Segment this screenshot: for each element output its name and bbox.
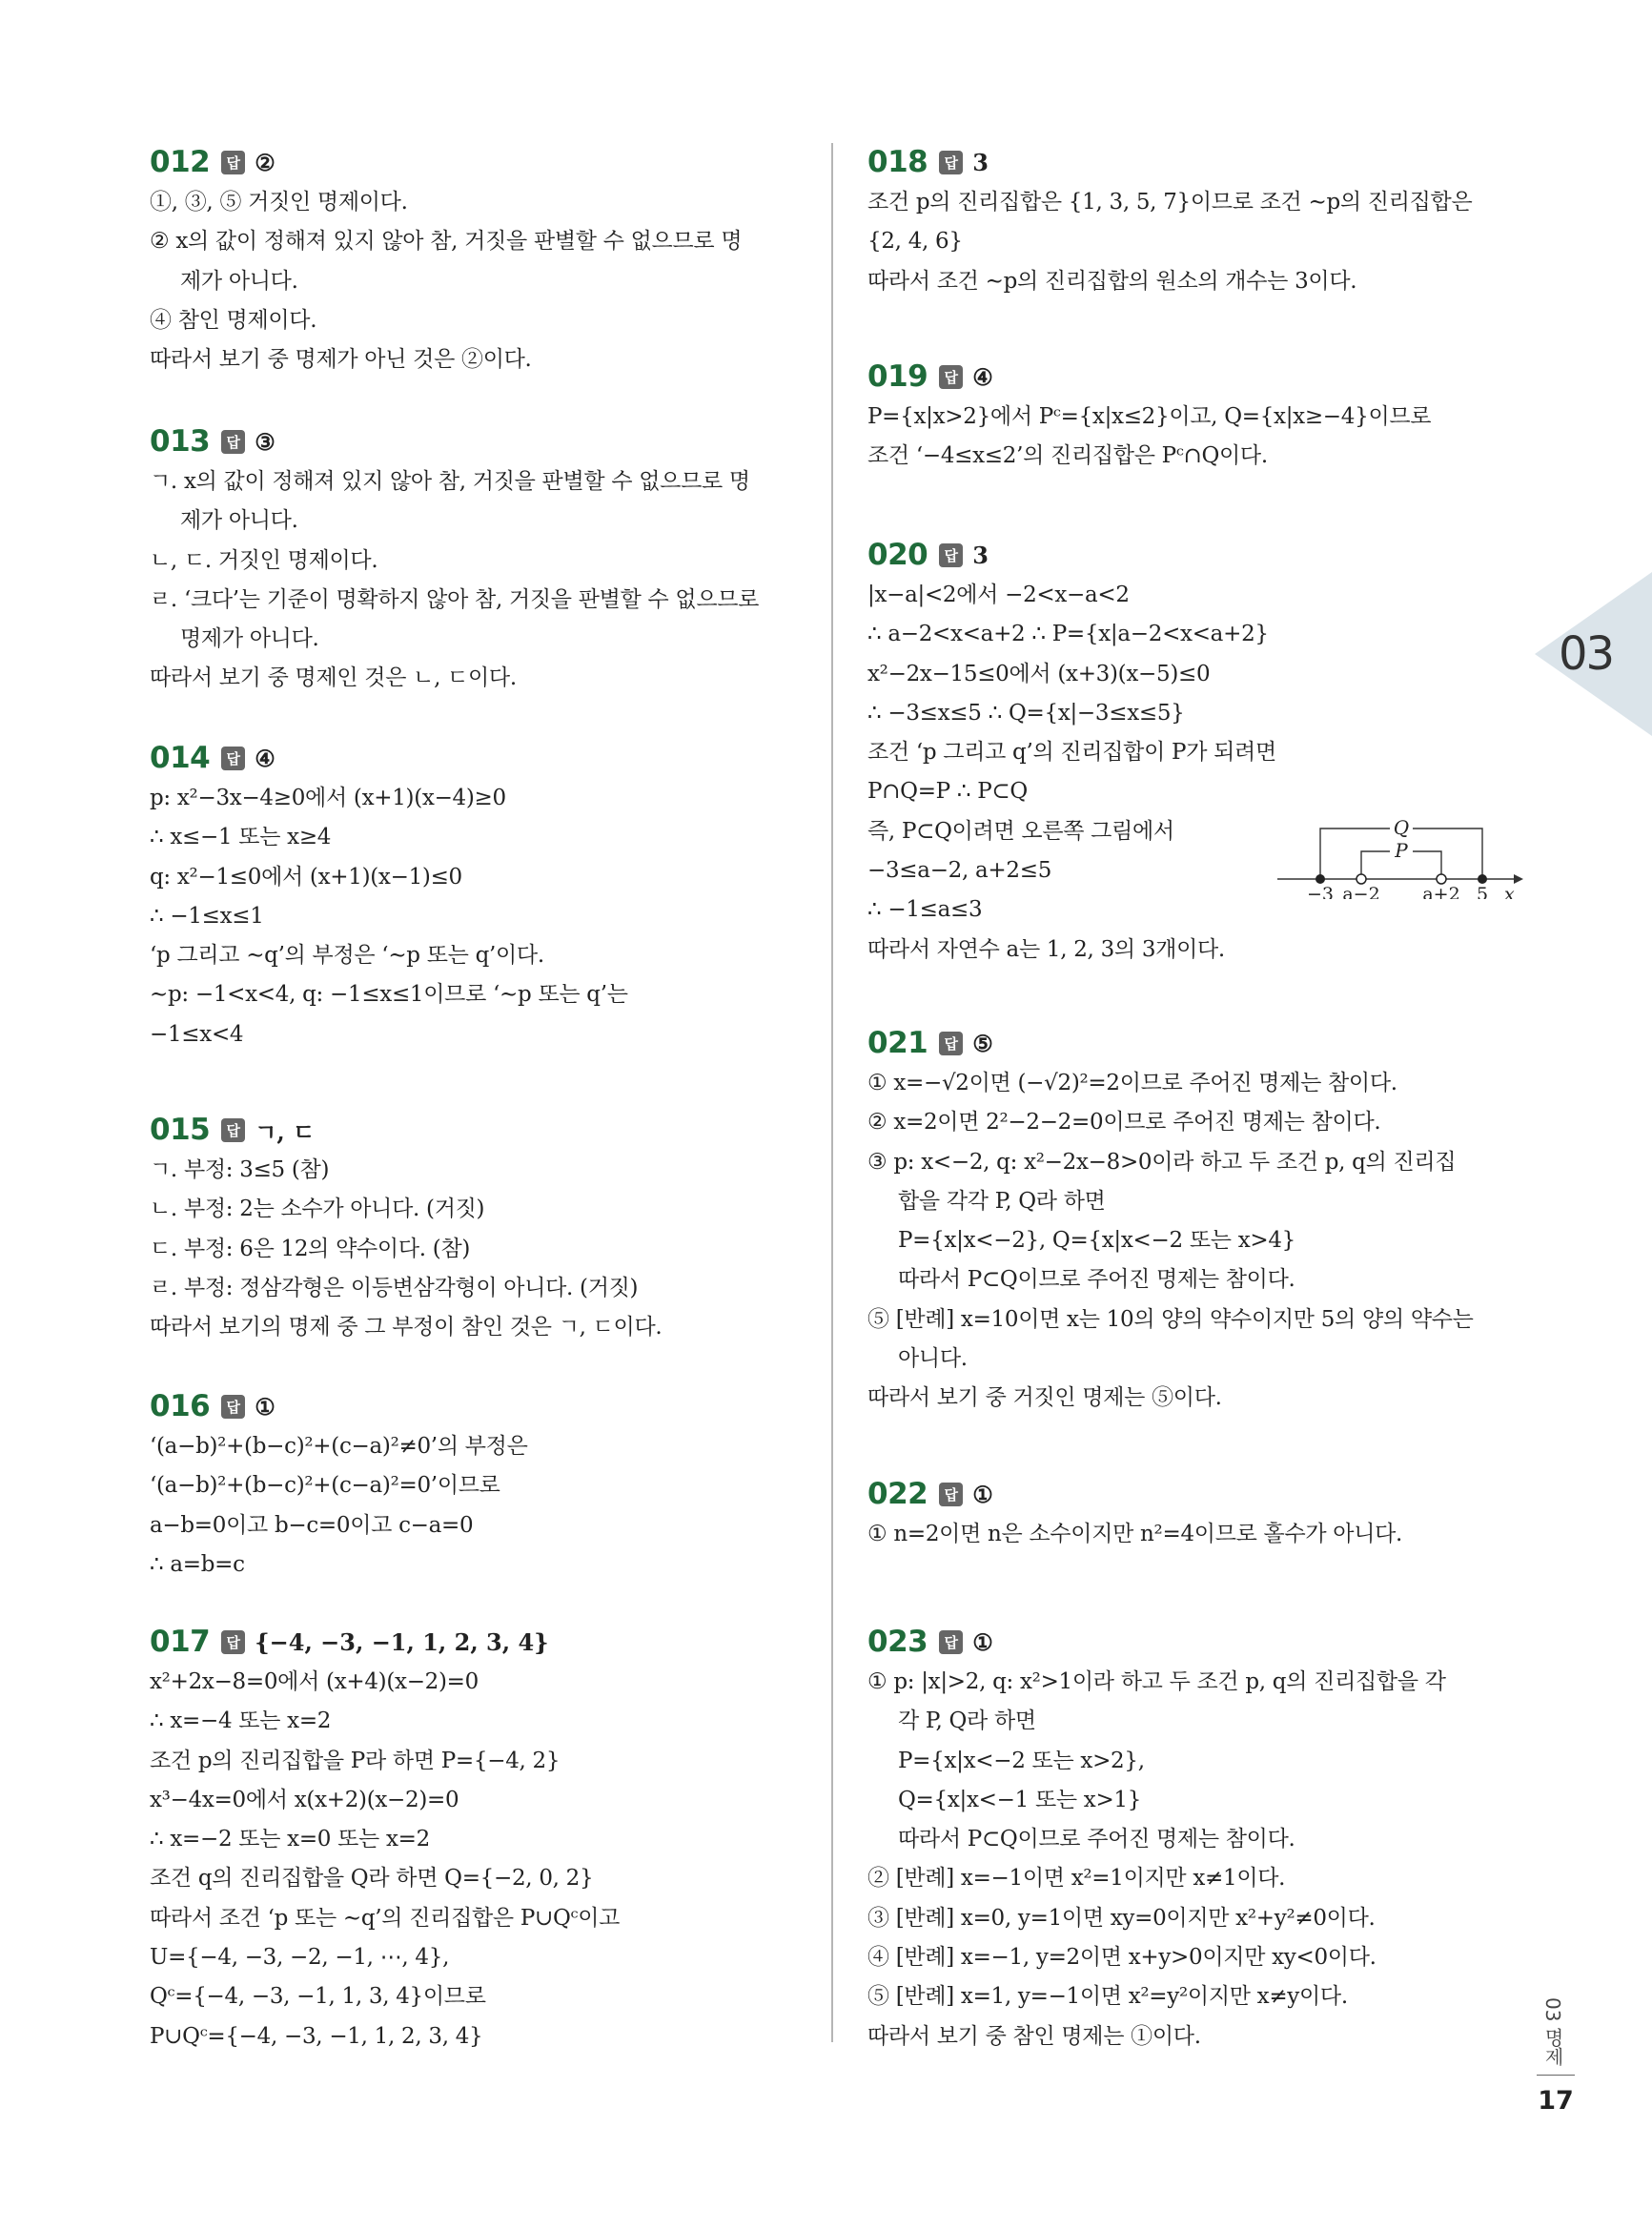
solution-line: ㄱ. 부정: 3≤5 (참) <box>150 1157 330 1182</box>
problem-number: 023 <box>867 1625 928 1659</box>
problem-number: 016 <box>150 1389 211 1423</box>
solution-line: ∼p: −1<x<4, q: −1≤x≤1이므로 ‘∼p 또는 q’는 <box>150 982 628 1008</box>
answer-tag: 답 <box>221 1630 245 1654</box>
solution-line: ③ [반례] x=0, y=1이면 xy=0이지만 x²+y²≠0이다. <box>867 1905 1376 1931</box>
solution-header <box>867 356 1525 398</box>
solution-line: ㄹ. ‘크다’는 기준이 명확하지 않아 참, 거짓을 판별할 수 없으므로 <box>150 586 760 612</box>
answer-value: ① <box>972 1627 993 1656</box>
solution-line: P={x|x>2}에서 Pᶜ={x|x≤2}이고, Q={x|x≥−4}이므로 <box>867 404 1432 429</box>
solution-header <box>150 420 817 462</box>
solution-header <box>867 1022 1525 1064</box>
problem-number: 017 <box>150 1625 211 1659</box>
solution-line: 즉, P⊂Q이려면 오른쪽 그림에서 <box>867 818 1174 844</box>
answer-value: ㄱ, ㄷ <box>255 1117 316 1146</box>
solution-line: a−b=0이고 b−c=0이고 c−a=0 <box>150 1512 474 1538</box>
solution-line: 따라서 보기의 명제 중 그 부정이 참인 것은 ㄱ, ㄷ이다. <box>150 1315 663 1340</box>
solution-line: x²+2x−8=0에서 (x+4)(x−2)=0 <box>150 1669 479 1694</box>
diagram-axis-label: x <box>1504 884 1515 899</box>
solution-line: P∪Qᶜ={−4, −3, −1, 1, 2, 3, 4} <box>150 2023 483 2049</box>
solution-header <box>150 1621 817 1663</box>
solution-line: ⑤ [반례] x=10이면 x는 10의 양의 약수이지만 5의 양의 약수는 <box>867 1306 1474 1332</box>
answer-value: ① <box>255 1392 275 1421</box>
solution-line: 따라서 P⊂Q이므로 주어진 명제는 참이다. <box>898 1267 1295 1293</box>
solution-header <box>867 1473 1525 1515</box>
answer-tag: 답 <box>221 151 245 174</box>
solution-015 <box>150 1109 817 1347</box>
solution-line: ‘p 그리고 ∼q’의 부정은 ‘∼p 또는 q’이다. <box>150 943 544 969</box>
solution-header <box>150 1109 817 1151</box>
solution-line: U={−4, −3, −2, −1, ⋯, 4}, <box>150 1945 450 1971</box>
solution-line: ∴ a=b=c <box>150 1551 245 1577</box>
solution-line: P∩Q=P ∴ P⊂Q <box>867 779 1028 805</box>
solution-line: ② x의 값이 정해져 있지 않아 참, 거짓을 판별할 수 없으므로 명 <box>150 229 743 255</box>
solution-line: ㄱ. x의 값이 정해져 있지 않아 참, 거짓을 판별할 수 없으므로 명 <box>150 469 750 494</box>
answer-value: {−4, −3, −1, 1, 2, 3, 4} <box>255 1627 549 1656</box>
answer-tag: 답 <box>939 365 963 389</box>
solution-013 <box>150 420 817 699</box>
solution-line: 따라서 P⊂Q이므로 주어진 명제는 참이다. <box>898 1827 1295 1852</box>
answer-value: ④ <box>972 362 993 391</box>
solution-line: ⑤ [반례] x=1, y=−1이면 x²=y²이지만 x≠y이다. <box>867 1984 1348 2010</box>
page-number: 17 <box>1538 2086 1574 2116</box>
solution-line: ∴ −3≤x≤5 ∴ Q={x|−3≤x≤5} <box>867 700 1185 726</box>
solution-line: 조건 q의 진리집합을 Q라 하면 Q={−2, 0, 2} <box>150 1866 594 1892</box>
solution-header <box>867 1621 1525 1663</box>
solution-line: 따라서 보기 중 명제가 아닌 것은 ②이다. <box>150 347 532 373</box>
answer-tag: 답 <box>939 543 963 567</box>
solution-line: ‘(a−b)²+(b−c)²+(c−a)²=0’이므로 <box>150 1473 500 1499</box>
solution-line: P={x|x<−2}, Q={x|x<−2 또는 x>4} <box>898 1228 1295 1254</box>
solution-line: 합을 각각 P, Q라 하면 <box>898 1188 1106 1214</box>
answer-value: ⑤ <box>972 1029 993 1057</box>
solution-line: ① n=2이면 n은 소수이지만 n²=4이므로 홀수가 아니다. <box>867 1522 1403 1546</box>
solution-line: q: x²−1≤0에서 (x+1)(x−1)≤0 <box>150 864 462 890</box>
side-chapter-label: 03 명제 <box>1541 1997 1564 2066</box>
solution-line: ①, ③, ⑤ 거짓인 명제이다. <box>150 190 408 215</box>
solution-line: ㄴ. 부정: 2는 소수가 아니다. (거짓) <box>150 1197 485 1222</box>
problem-number: 019 <box>867 359 928 394</box>
solution-line: ∴ x=−4 또는 x=2 <box>150 1708 332 1734</box>
answer-value: 3 <box>972 541 989 569</box>
solution-line: ∴ a−2<x<a+2 ∴ P={x|a−2<x<a+2} <box>867 622 1269 647</box>
solution-line: ④ 참인 명제이다. <box>150 307 317 333</box>
solution-line: 아니다. <box>898 1346 968 1372</box>
diagram-tick-2: a+2 <box>1422 884 1460 899</box>
solution-018 <box>867 141 1525 301</box>
solution-line: ③ p: x<−2, q: x²−2x−8>0이라 하고 두 조건 p, q의 진리집 <box>867 1149 1457 1175</box>
answer-value: ① <box>972 1480 993 1508</box>
chapter-tab <box>1535 572 1652 736</box>
column-divider <box>831 143 833 2042</box>
answer-tag: 답 <box>221 1118 245 1142</box>
solution-line: Qᶜ={−4, −3, −1, 1, 3, 4}이므로 <box>150 1984 486 2010</box>
solution-line: ㄷ. 부정: 6은 12의 약수이다. (참) <box>150 1236 471 1261</box>
answer-tag: 답 <box>221 747 245 770</box>
solution-line: P={x|x<−2 또는 x>2}, <box>898 1748 1145 1773</box>
answer-value: 3 <box>972 148 989 176</box>
solution-016 <box>150 1385 817 1585</box>
problem-number: 021 <box>867 1026 928 1060</box>
answer-tag: 답 <box>221 1395 245 1419</box>
solution-line: 조건 ‘−4≤x≤2’의 진리집합은 Pᶜ∩Q이다. <box>867 443 1268 469</box>
answer-value: ④ <box>255 744 275 772</box>
solution-line: 각 P, Q라 하면 <box>898 1708 1036 1734</box>
solution-line: ∴ −1≤x≤1 <box>150 903 264 929</box>
problem-number: 015 <box>150 1113 211 1147</box>
solution-022 <box>867 1473 1525 1554</box>
solution-line: x³−4x=0에서 x(x+2)(x−2)=0 <box>150 1787 459 1812</box>
solution-line: ② [반례] x=−1이면 x²=1이지만 x≠1이다. <box>867 1866 1286 1892</box>
solution-line: ② x=2이면 2²−2−2=0이므로 주어진 명제는 참이다. <box>867 1110 1381 1135</box>
problem-number: 020 <box>867 538 928 572</box>
answer-tag: 답 <box>939 1483 963 1506</box>
answer-tag: 답 <box>939 1630 963 1654</box>
solution-012 <box>150 141 817 379</box>
solution-line: −3≤a−2, a+2≤5 <box>867 858 1052 884</box>
side-rule <box>1537 2075 1575 2076</box>
solution-line: ㄴ, ㄷ. 거짓인 명제이다. <box>150 547 378 573</box>
solution-line: ① p: |x|>2, q: x²>1이라 하고 두 조건 p, q의 진리집합을 각 <box>867 1669 1446 1694</box>
solution-line: x²−2x−15≤0에서 (x+3)(x−5)≤0 <box>867 661 1211 686</box>
diagram-tick-0: −3 <box>1306 884 1335 899</box>
solution-line: |x−a|<2에서 −2<x−a<2 <box>867 583 1130 607</box>
solution-line: ‘(a−b)²+(b−c)²+(c−a)²≠0’의 부정은 <box>150 1434 528 1459</box>
solution-017 <box>150 1621 817 2056</box>
diagram-label-q: Q <box>1393 816 1410 839</box>
solution-line: 조건 p의 진리집합을 P라 하면 P={−4, 2} <box>150 1748 561 1773</box>
solution-line: p: x²−3x−4≥0에서 (x+1)(x−4)≥0 <box>150 786 506 810</box>
solution-line: {2, 4, 6} <box>867 229 963 255</box>
answer-tag: 답 <box>939 151 963 174</box>
problem-number: 013 <box>150 424 211 459</box>
answer-value: ③ <box>255 427 275 456</box>
answer-tag: 답 <box>221 430 245 454</box>
solution-line: Q={x|x<−1 또는 x>1} <box>898 1787 1142 1812</box>
solution-line: 제가 아니다. <box>180 508 298 534</box>
problem-number: 022 <box>867 1477 928 1511</box>
solution-021 <box>867 1022 1525 1419</box>
number-line-diagram <box>1277 813 1525 903</box>
solution-line: ∴ −1≤a≤3 <box>867 897 983 923</box>
solution-line: 조건 ‘p 그리고 q’의 진리집합이 P가 되려면 <box>867 740 1276 766</box>
solution-line: ∴ x=−2 또는 x=0 또는 x=2 <box>150 1827 430 1852</box>
solution-020 <box>867 534 1525 970</box>
solution-header <box>150 141 817 183</box>
solution-line: 조건 p의 진리집합은 {1, 3, 5, 7}이므로 조건 ∼p의 진리집합은 <box>867 190 1473 215</box>
solution-line: 따라서 자연수 a는 1, 2, 3의 3개이다. <box>867 936 1225 962</box>
diagram-tick-3: 5 <box>1476 884 1489 899</box>
solution-line: 명제가 아니다. <box>180 626 319 652</box>
solution-line: −1≤x<4 <box>150 1021 244 1047</box>
solution-line: 따라서 보기 중 거짓인 명제는 ⑤이다. <box>867 1385 1222 1411</box>
problem-number: 012 <box>150 145 211 179</box>
answer-value: ② <box>255 148 275 176</box>
solution-line: ① x=−√2이면 (−√2)²=2이므로 주어진 명제는 참이다. <box>867 1071 1397 1095</box>
solution-header <box>867 141 1525 183</box>
solution-line: ④ [반례] x=−1, y=2이면 x+y>0이지만 xy<0이다. <box>867 1945 1377 1971</box>
problem-number: 014 <box>150 741 211 775</box>
solution-line: ㄹ. 부정: 정삼각형은 이등변삼각형이 아니다. (거짓) <box>150 1275 639 1300</box>
solution-line: 따라서 조건 ∼p의 진리집합의 원소의 개수는 3이다. <box>867 268 1357 294</box>
chapter-tab-label: 03 <box>1559 627 1614 681</box>
solution-line: ∴ x≤−1 또는 x≥4 <box>150 825 332 850</box>
solution-line: 따라서 보기 중 명제인 것은 ㄴ, ㄷ이다. <box>150 665 517 691</box>
solution-019 <box>867 356 1525 477</box>
solution-line: 제가 아니다. <box>180 268 298 294</box>
diagram-label-p: P <box>1395 839 1408 862</box>
solution-014 <box>150 737 817 1054</box>
solution-header <box>150 1385 817 1427</box>
diagram-tick-1: a−2 <box>1342 884 1380 899</box>
solution-line: 따라서 보기 중 참인 명제는 ①이다. <box>867 2023 1201 2049</box>
solution-header <box>150 737 817 779</box>
answer-tag: 답 <box>939 1032 963 1055</box>
solution-line: 따라서 조건 ‘p 또는 ∼q’의 진리집합은 P∪Qᶜ이고 <box>150 1905 621 1931</box>
problem-number: 018 <box>867 145 928 179</box>
solution-023 <box>867 1621 1525 2056</box>
solution-header <box>867 534 1525 576</box>
